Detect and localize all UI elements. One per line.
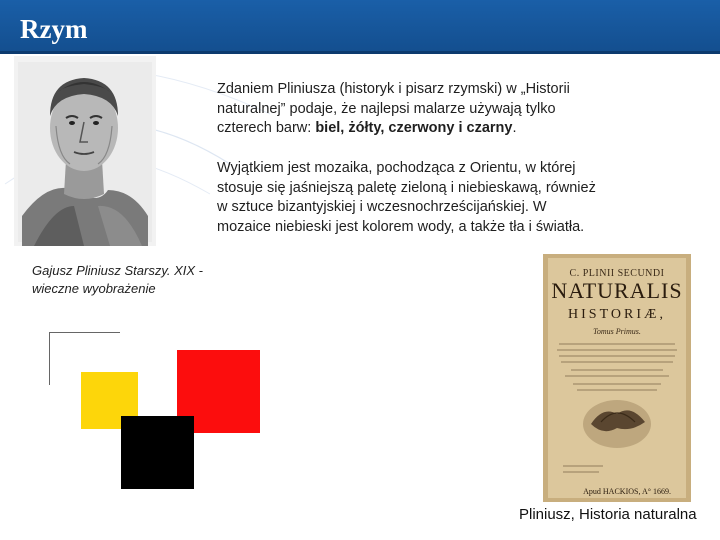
book-caption: Pliniusz, Historia naturalna (519, 506, 697, 523)
paragraph-four-colors (217, 80, 597, 139)
slide-title: Rzym (20, 14, 88, 44)
four-colors-emphasis: biel, żółty, czerwony i czarny (315, 120, 513, 136)
paragraph-mosaic: Wyjątkiem jest mozaika, pochodząca z Orientu, w której stosuje się jaśniejszą paletę zieloną i niebieskawą, również w sztuce bizantyjskiej i wczesnochrześcijańskiej. W mozaice niebieski jest kolorem wody, a także tła i światła. (217, 160, 596, 235)
portrait-pliny-image (14, 56, 156, 246)
book-title-line4: Tomus Primus. (593, 327, 641, 336)
book-publisher-line: Apud HACKIOS, A° 1669. (583, 487, 671, 496)
paragraph-four-colors-text: Zdaniem Pliniusza (historyk i pisarz rzymski) w „Historii naturalnej” podaje, że najlepsi malarze używają tylko czterech barw: (217, 81, 570, 136)
book-title-line2: NATURALIS (551, 278, 683, 303)
title-bar (0, 0, 720, 54)
book-title-line3: HISTORIÆ, (568, 307, 666, 322)
paragraph-four-colors-end: . (512, 120, 517, 136)
black-color-square (121, 416, 194, 489)
book-cover-image (543, 254, 691, 502)
portrait-caption: Gajusz Pliniusz Starszy. XIX -wieczne wyobrażenie (32, 263, 203, 296)
book-title-line1: C. PLINII SECUNDI (569, 268, 665, 279)
